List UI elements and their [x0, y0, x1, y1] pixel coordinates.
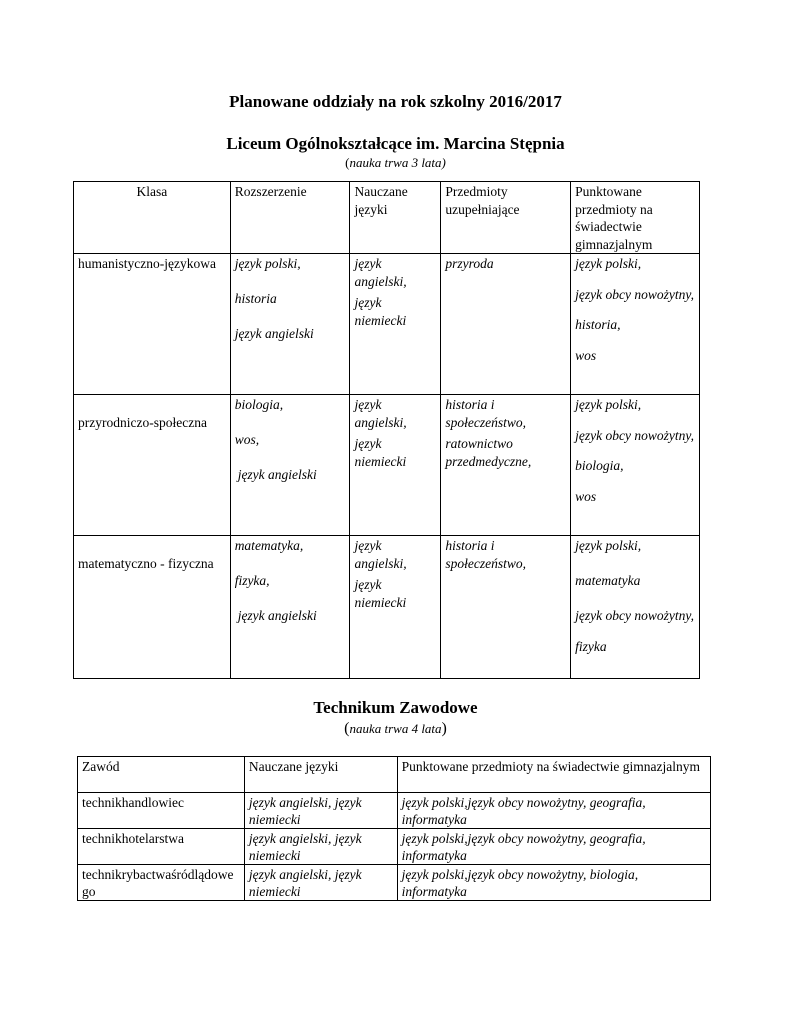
- lo-row1-punktowane: język polski, język obcy nowożytny, historia, wos: [571, 254, 700, 395]
- lo-table: [73, 181, 700, 679]
- tz-row3-zawod: technikrybactwaśródlądowego: [78, 865, 245, 901]
- lo-row3-punktowane: język polski, matematyka język obcy nowożytny, fizyka: [571, 536, 700, 679]
- lo-row1-rozszerzenie: język polski, historia język angielski: [230, 254, 350, 395]
- lo-header-row: [74, 182, 700, 254]
- lo-duration-paren: (: [345, 155, 350, 170]
- lo-row3-rozszerzenie: matematyka, fizyka, język angielski: [230, 536, 350, 679]
- tz-header-zawod: Zawód: [78, 757, 245, 793]
- lo-header-klasa: Klasa: [74, 182, 231, 254]
- tz-row1-punktowane: język polski,język obcy nowożytny, geografia, informatyka: [397, 793, 710, 829]
- tz-row1-jezyki: język angielski, język niemiecki: [244, 793, 397, 829]
- lo-duration-text: nauka trwa 3 lata): [349, 155, 446, 170]
- lo-row1-jezyki: język angielski, język niemiecki: [350, 254, 441, 395]
- lo-row3-klasa: matematyczno - fizyczna: [74, 536, 231, 679]
- lo-row2-rozszerzenie: biologia, wos, język angielski: [230, 395, 350, 536]
- lo-row2-klasa: przyrodniczo-społeczna: [74, 395, 231, 536]
- tz-table: [77, 756, 711, 901]
- lo-title: Liceum Ogólnokształcące im. Marcina Stępnia: [226, 134, 565, 153]
- tz-duration-text: nauka trwa 4 lata: [349, 721, 442, 736]
- lo-header-punktowane: Punktowane przedmioty na świadectwie gimnazjalnym: [571, 182, 700, 254]
- table-row: [78, 793, 711, 829]
- lo-row1-uzupelniajace: przyroda: [441, 254, 571, 395]
- tz-duration: [0, 720, 791, 738]
- table-row: [74, 536, 700, 679]
- lo-header-jezyki: Nauczane języki: [350, 182, 441, 254]
- lo-row2-uzupelniajace: historia i społeczeństwo, ratownictwo przedmedyczne,: [441, 395, 571, 536]
- tz-row2-jezyki: język angielski, język niemiecki: [244, 829, 397, 865]
- table-row: [78, 865, 711, 901]
- tz-row1-zawod: technikhandlowiec: [78, 793, 245, 829]
- tz-row3-jezyki: język angielski, język niemiecki: [244, 865, 397, 901]
- lo-row2-jezyki: język angielski, język niemiecki: [350, 395, 441, 536]
- lo-row3-uzupelniajace: historia i społeczeństwo,: [441, 536, 571, 679]
- tz-header-punktowane: Punktowane przedmioty na świadectwie gimnazjalnym: [397, 757, 710, 793]
- lo-header-rozszerzenie: Rozszerzenie: [230, 182, 350, 254]
- table-row: [74, 254, 700, 395]
- tz-row2-punktowane: język polski,język obcy nowożytny, geografia, informatyka: [397, 829, 710, 865]
- lo-row1-klasa: humanistyczno-językowa: [74, 254, 231, 395]
- tz-duration-paren-open: (: [344, 720, 350, 737]
- tz-title: Technikum Zawodowe: [313, 698, 478, 717]
- tz-header-row: [78, 757, 711, 793]
- lo-duration: [0, 155, 791, 171]
- tz-row3-punktowane: język polski,język obcy nowożytny, biologia, informatyka: [397, 865, 710, 901]
- table-row: [78, 829, 711, 865]
- lo-header-uzupelniajace: Przedmioty uzupełniające: [441, 182, 571, 254]
- page-heading: Planowane oddziały na rok szkolny 2016/2017: [229, 92, 562, 111]
- lo-row2-punktowane: język polski, język obcy nowożytny, biologia, wos: [571, 395, 700, 536]
- tz-duration-paren-close: ): [441, 720, 447, 737]
- table-row: [74, 395, 700, 536]
- tz-row2-zawod: technikhotelarstwa: [78, 829, 245, 865]
- lo-row3-jezyki: język angielski, język niemiecki: [350, 536, 441, 679]
- tz-header-jezyki: Nauczane języki: [244, 757, 397, 793]
